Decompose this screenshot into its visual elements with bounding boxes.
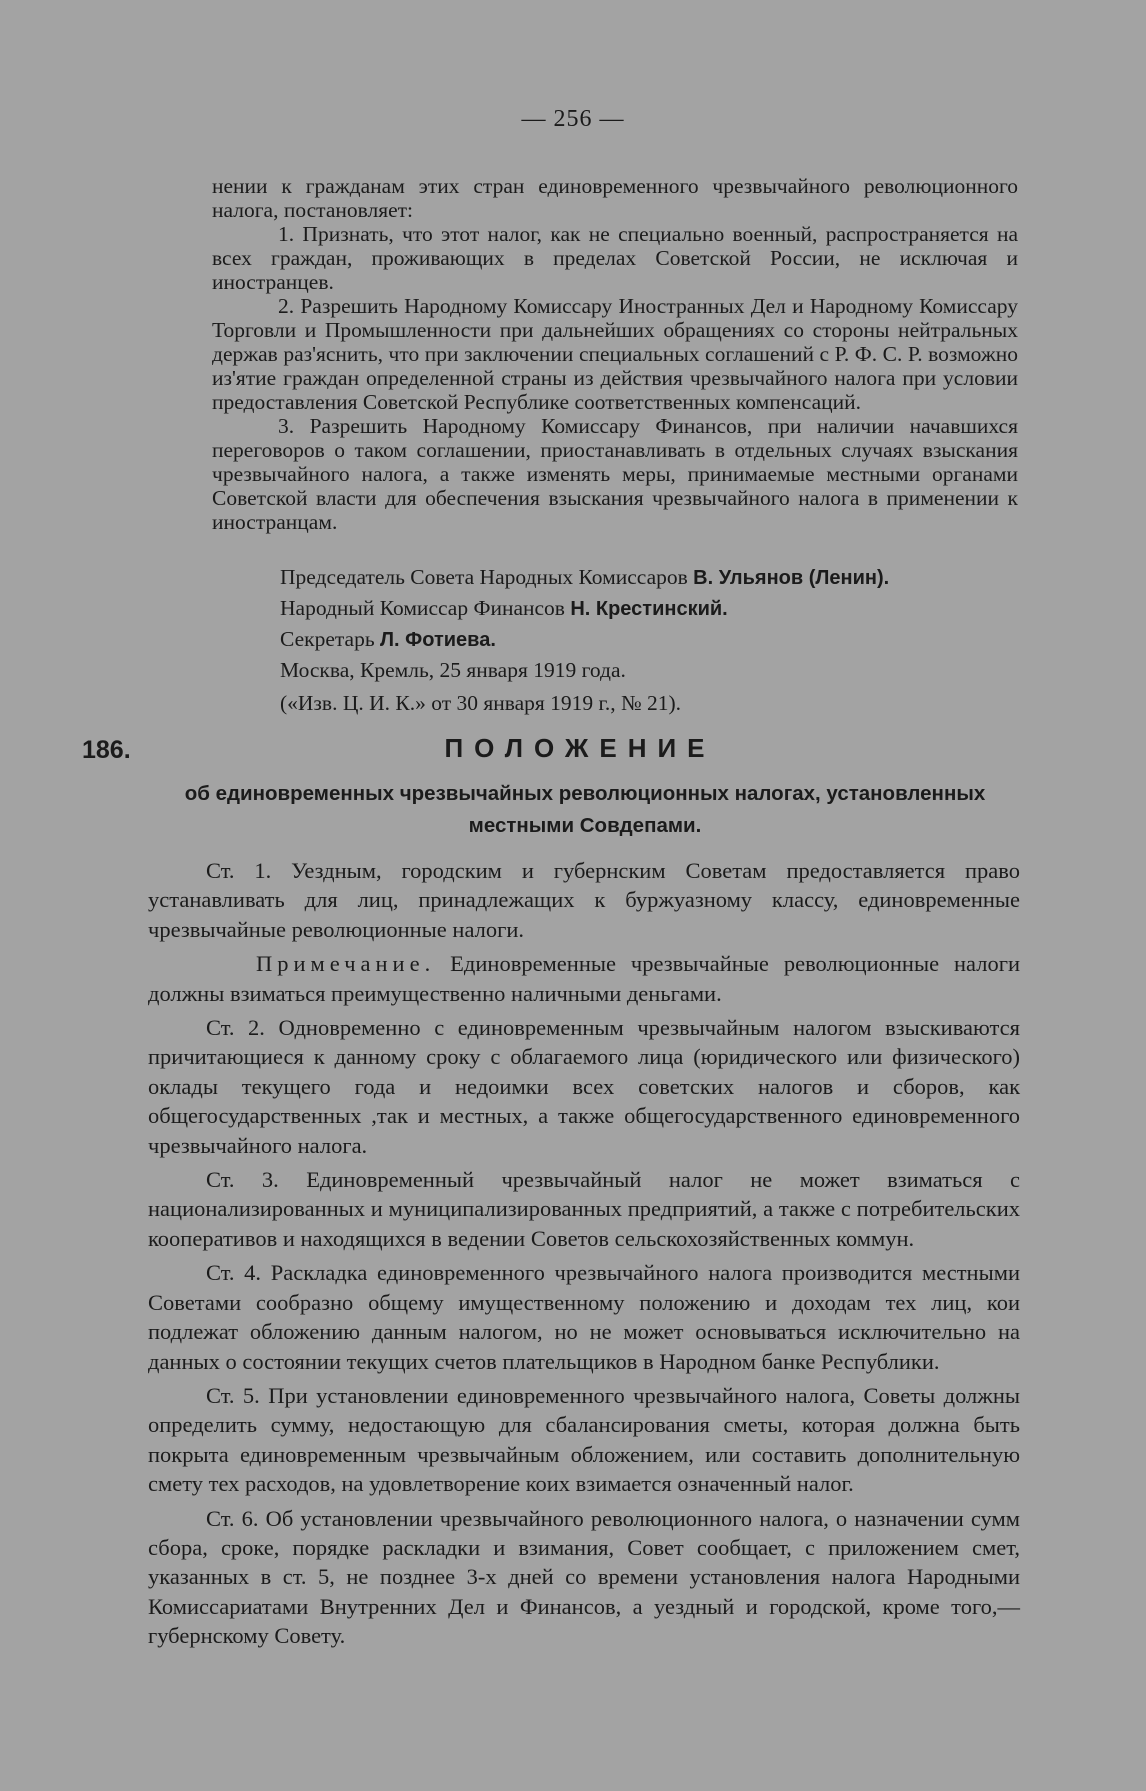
article-1: Ст. 1. Уездным, городским и губернским Советам предоставляется право устанавливать для лиц, принадлежащих к буржуазному классу, единовременные чрезвычайные революционные налоги.	[148, 858, 1020, 942]
document-subtitle: об единовременных чрезвычайных революционных налогах, установленных местными Совдепами.	[184, 782, 986, 837]
article-4: Ст. 4. Раскладка единовременного чрезвычайного налога производится местными Советами сообразно общему имущественному положению и доходам тех лиц, кои подлежат обложению данным налогом, но не может основываться исключительно на данных о состоянии текущих счетов плательщиков в Народном банке Республики.	[148, 1260, 1020, 1374]
article-1-note	[148, 949, 1020, 1008]
signature-secretary	[280, 624, 889, 655]
signature-chairman	[280, 562, 889, 593]
article-3: Ст. 3. Единовременный чрезвычайный налог не может взиматься с национализированных и муниципализированных предприятий, а также с потребительских кооперативов и находящихся в ведении Советов сельскохозяйственных коммун.	[148, 1167, 1020, 1251]
intro-section	[212, 174, 1018, 534]
note-label: Примечание.	[256, 951, 436, 977]
article-5: Ст. 5. При установлении единовременного чрезвычайного налога, Советы должны определить сумму, недостающую для сбалансирования сметы, которая должна быть покрыта единовременным чрезвычайным обложением, или составить дополнительную смету тех расходов, на удовлетворение коих взимается означенный налог.	[148, 1382, 1020, 1497]
commissar-title: Народный Комиссар Финансов	[280, 596, 565, 620]
signature-commissar	[280, 593, 889, 624]
place-date: Москва, Кремль, 25 января 1919 года.	[280, 658, 626, 682]
articles-section	[148, 856, 1020, 1656]
secretary-name: Л. Фотиева.	[380, 629, 496, 651]
intro-continuation: нении к гражданам этих стран единовременного чрезвычайного революционного налога, постановляет:	[212, 174, 1018, 222]
intro-point-1: 1. Признать, что этот налог, как не специально военный, распространяется на всех граждан, проживающих в пределах Советской России, не исключая и иностранцев.	[212, 222, 1018, 294]
commissar-name: Н. Крестинский.	[570, 598, 728, 620]
intro-point-3: 3. Разрешить Народному Комиссару Финансов, при наличии начавшихся переговоров о таком соглашении, приостанавливать в отдельных случаях взыскания чрезвычайного налога, а также изменять меры, принимаемые местными органами Советской власти для обеспечения взыскания чрезвычайного налога в применении к иностранцам.	[212, 414, 1018, 534]
note-text: Единовременные чрезвычайные революционные налоги должны взиматься преимущественно наличными деньгами.	[148, 951, 1020, 1006]
document-number: 186.	[82, 736, 131, 764]
article-6: Ст. 6. Об установлении чрезвычайного революционного налога, о назначении сумм сбора, сроке, порядке раскладки и взимания, Совет сообщает, с приложением смет, указанных в ст. 5, не позднее 3-х дней со времени установления налога Народными Комиссариатами Внутренних Дел и Финансов, а уездный и городской, кроме того,—губернскому Совету.	[148, 1505, 1020, 1649]
chairman-title: Председатель Совета Народных Комиссаров	[280, 565, 688, 589]
publication-source: («Изв. Ц. И. К.» от 30 января 1919 г., № 21).	[280, 691, 681, 715]
signature-block	[280, 562, 889, 718]
document-title: ПОЛОЖЕНИЕ	[444, 733, 716, 763]
chairman-name: В. Ульянов (Ленин).	[693, 567, 890, 589]
secretary-title: Секретарь	[280, 627, 375, 651]
intro-point-2: 2. Разрешить Народному Комиссару Иностранных Дел и Народному Комиссару Торговли и Промышленности при дальнейших обращениях со стороны нейтральных держав раз'яснить, что при заключении специальных соглашений с Р. Ф. С. Р. возможно из'ятие граждан определенной страны из действия чрезвычайного налога при условии предоставления Советской Республике соответственных компенсаций.	[212, 294, 1018, 414]
article-2: Ст. 2. Одновременно с единовременным чрезвычайным налогом взыскиваются причитающиеся к данному сроку с облагаемого лица (юридического или физического) оклады текущего года и недоимки всех советских налогов и сборов, как общегосударственных ,так и местных, а также общегосударственного единовременного чрезвычайного налога.	[148, 1015, 1020, 1158]
page-number: — 256 —	[521, 106, 625, 132]
